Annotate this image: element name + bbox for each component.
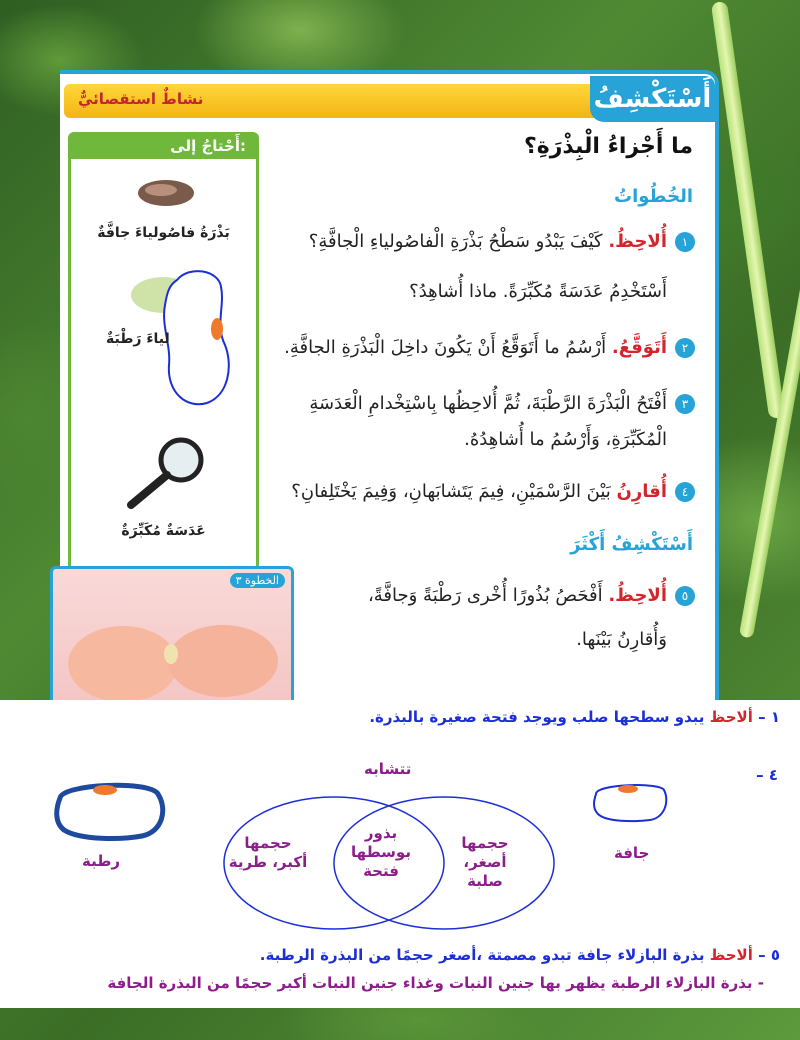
step-number: ٣ bbox=[675, 394, 695, 414]
answer-keyword: ألاحظ bbox=[709, 946, 753, 964]
step-text: كَيْفَ يَبْدُو سَطْحُ بَذْرَةِ الْفاصُولياءِ الْجافَّةِ؟ bbox=[308, 231, 603, 252]
material-caption: لياءَ رَطْبَةٌ bbox=[106, 331, 170, 347]
step-text: بَيْنَ الرَّسْمَيْنِ، فِيمَ يَتَشابَهانِ، وَفِيمَ يَخْتَلِفانِ؟ bbox=[291, 481, 611, 502]
hands-photo bbox=[50, 566, 294, 712]
answer-5 bbox=[260, 946, 780, 964]
step-row bbox=[255, 274, 695, 310]
step-row bbox=[255, 578, 695, 614]
step-keyword: أَتَوَقَّعُ. bbox=[611, 337, 667, 358]
answer-text: يبدو سطحها صلب ويوجد فتحة صغيرة بالبذرة. bbox=[369, 708, 705, 726]
dry-label: جافة bbox=[614, 844, 650, 862]
answer-number: ٥ – bbox=[758, 946, 780, 964]
explore-more-heading: أَسْتَكْشِفُ أَكْثَرَ bbox=[570, 534, 693, 555]
step-text: أَفْتَحُ الْبَذْرَةَ الرَّطْبَةَ، ثُمَّ أُلاحِظُها بِاسْتِخْدامِ الْعَدَسَةِ bbox=[309, 393, 667, 414]
answer-5-note: - بذرة البازلاء الرطبة يظهر بها جنين النبات وغذاء جنين النبات أكبر حجمًا من البذرة الجافة bbox=[107, 974, 764, 992]
step-text: وَأُقارِنُ بَيْنَها. bbox=[576, 629, 667, 650]
worksheet-page bbox=[60, 70, 719, 704]
activity-label: نشاطٌ استقصائيٌّ bbox=[78, 90, 204, 108]
step-keyword: أُلاحِظُ. bbox=[608, 585, 667, 606]
wet-seed-drawing bbox=[50, 778, 170, 844]
step-text: أَسْتَخْدِمُ عَدَسَةً مُكَبِّرَةً. ماذا أُشاهِدُ؟ bbox=[409, 281, 667, 302]
step-row bbox=[255, 386, 695, 422]
steps-heading: الخُطُواتُ bbox=[614, 186, 693, 207]
step-row bbox=[255, 224, 695, 260]
step-row bbox=[255, 330, 695, 366]
venn-middle-text: بذور بوسطها فتحة bbox=[351, 824, 411, 880]
material-caption: بَذْرَةُ فاصُولياءَ جافَّةٌ bbox=[97, 225, 230, 241]
photo-step-tag: الخطوة ٣ bbox=[230, 573, 285, 588]
step-text: أَفْحَصُ بُذُورًا أُخْرى رَطْبَةً وَجافَّةً، bbox=[367, 585, 603, 606]
step-number: ٢ bbox=[675, 338, 695, 358]
answer-text: بذرة البازلاء جافة تبدو مصمتة ،أصغر حجمًا من البذرة الرطبة. bbox=[259, 946, 705, 964]
venn-left-text: حجمها أكبر، طرية bbox=[228, 834, 308, 871]
step-text: الْمُكَبِّرَةِ، وَأَرْسُمُ ما أُشاهِدُهُ. bbox=[464, 429, 667, 450]
magnifier-icon bbox=[121, 435, 211, 510]
step-number: ٥ bbox=[675, 586, 695, 606]
dry-bean-icon bbox=[131, 173, 201, 213]
answer-number: ١ – bbox=[758, 708, 780, 726]
step-row bbox=[255, 474, 695, 510]
step-row bbox=[255, 622, 695, 658]
step-text: أَرْسُمُ ما أَتَوَقَّعُ أَنْ يَكُونَ داخِلَ الْبَذْرَةِ الجافَّةِ. bbox=[284, 337, 607, 358]
materials-title: أَحْتاجُ إلى: bbox=[71, 135, 256, 159]
dry-seed-drawing bbox=[590, 780, 670, 826]
answer-4-number: ٤ – bbox=[756, 766, 778, 784]
venn-right-text: حجمها أصغر، صلبة bbox=[461, 834, 509, 890]
hands-opening-seed-image bbox=[53, 569, 291, 709]
bean-stalk bbox=[711, 1, 785, 419]
header-bar bbox=[64, 84, 624, 118]
answer-sheet bbox=[0, 700, 800, 1008]
material-caption: عَدَسَةٌ مُكَبِّرَةٌ bbox=[121, 523, 206, 539]
step-keyword: أُقارِنُ bbox=[616, 481, 667, 502]
explore-tab: أَسْتَكْشِفُ bbox=[590, 76, 715, 122]
question-title: ما أَجْزاءُ الْبِذْرَةِ؟ bbox=[524, 134, 693, 159]
answer-1 bbox=[369, 708, 780, 726]
step-number: ٤ bbox=[675, 482, 695, 502]
step-row bbox=[255, 422, 695, 458]
step-number: ١ bbox=[675, 232, 695, 252]
similar-label: تتشابه bbox=[364, 760, 412, 778]
answer-keyword: ألاحظ bbox=[709, 708, 753, 726]
wet-label: رطبة bbox=[82, 852, 120, 870]
step-keyword: أُلاحِظُ. bbox=[608, 231, 667, 252]
